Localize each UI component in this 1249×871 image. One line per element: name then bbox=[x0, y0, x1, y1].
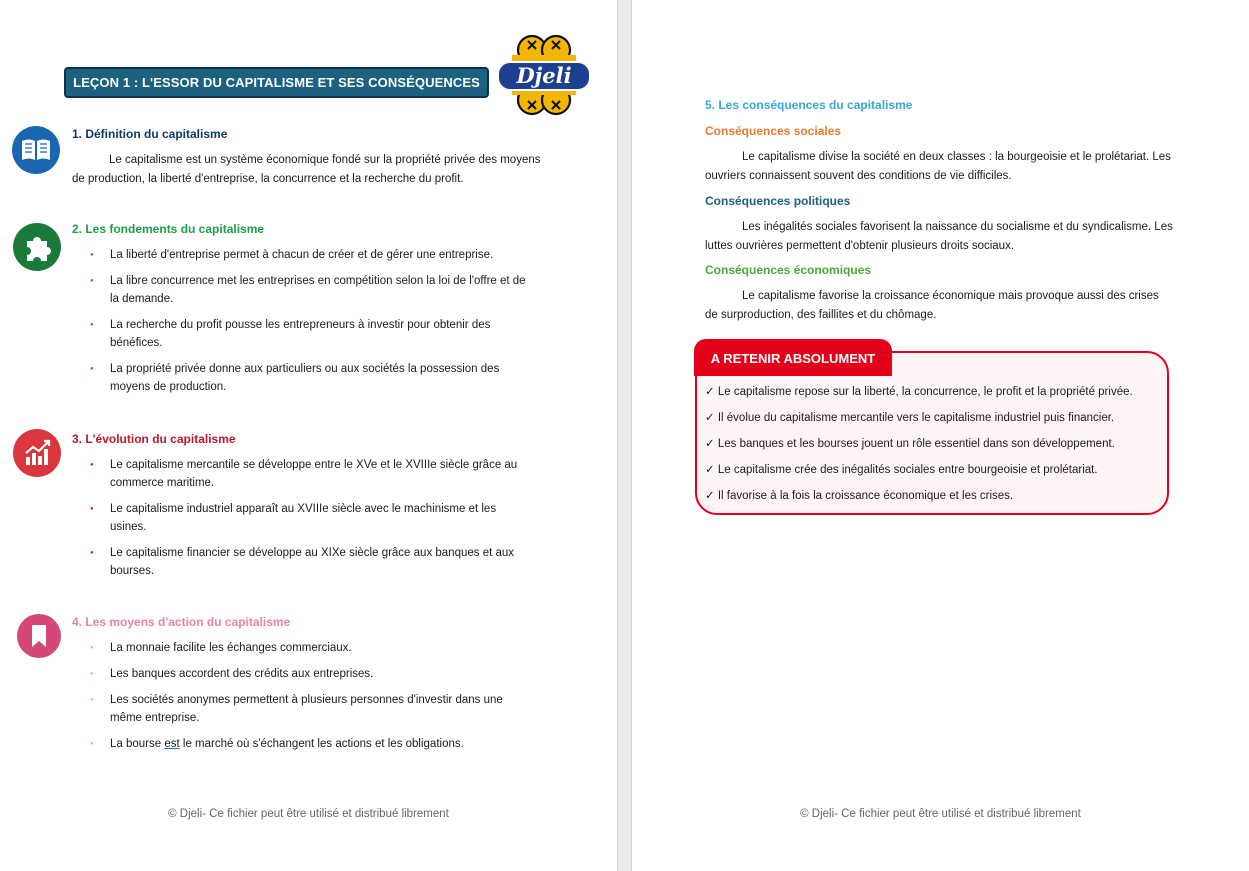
economic-consequences-text: Le capitalisme favorise la croissance économique mais provoque aussi des crises de surproduction, des faillites et du chômage. bbox=[705, 290, 1159, 321]
list-item: ● La bourse est le marché où s'échangent les actions et les obligations. bbox=[90, 735, 530, 753]
underlined-word: est bbox=[164, 738, 180, 750]
list-item: ● Le capitalisme mercantile se développe entre le XVe et le XVIIIe siècle grâce au commerce maritime. bbox=[90, 456, 530, 492]
djeli-logo bbox=[494, 33, 594, 119]
document-page-1 bbox=[0, 0, 617, 871]
page-gap-left-edge bbox=[617, 0, 618, 871]
list-item: ● La propriété privée donne aux particuliers ou aux sociétés la possession des moyens de production. bbox=[90, 360, 530, 396]
key-points-list bbox=[705, 383, 1133, 513]
section-4-heading: 4. Les moyens d'action du capitalisme bbox=[72, 615, 291, 629]
list-item: ● Les banques accordent des crédits aux entreprises. bbox=[90, 665, 530, 683]
section-1-heading: 1. Définition du capitalisme bbox=[72, 127, 228, 141]
document-page-2 bbox=[632, 0, 1249, 871]
list-item: ✓ Le capitalisme repose sur la liberté, la concurrence, le profit et la propriété privée. bbox=[705, 386, 1133, 398]
section-3-heading: 3. L'évolution du capitalisme bbox=[72, 432, 236, 446]
list-item: ● Le capitalisme industriel apparaît au XVIIIe siècle avec le machinisme et les usines. bbox=[90, 500, 530, 536]
puzzle-icon bbox=[13, 223, 61, 271]
section-2-list bbox=[90, 246, 530, 404]
social-consequences-text: Le capitalisme divise la société en deux classes : la bourgeoisie et le prolétariat. Les ouvriers connaissent souvent des conditions de vie difficiles. bbox=[705, 151, 1171, 182]
growth-chart-icon bbox=[13, 429, 61, 477]
list-item: ● Les sociétés anonymes permettent à plusieurs personnes d'investir dans une même entreprise. bbox=[90, 691, 530, 727]
list-item: ✓ Les banques et les bourses jouent un rôle essentiel dans son développement. bbox=[705, 438, 1115, 450]
political-consequences-heading: Conséquences politiques bbox=[705, 194, 851, 208]
economic-consequences-heading: Conséquences économiques bbox=[705, 263, 872, 277]
list-item: ● La recherche du profit pousse les entrepreneurs à investir pour obtenir des bénéfices. bbox=[90, 316, 530, 352]
political-consequences-text: Les inégalités sociales favorisent la naissance du socialisme et du syndicalisme. Les luttes ouvrières permettent d'obtenir plusieurs droits sociaux. bbox=[705, 221, 1173, 252]
bookmark-icon bbox=[17, 614, 61, 658]
page-footer: © Djeli- Ce fichier peut être utilisé et distribué librement bbox=[168, 808, 449, 820]
key-points-title: A RETENIR ABSOLUMENT bbox=[694, 339, 892, 376]
page-footer: © Djeli- Ce fichier peut être utilisé et distribué librement bbox=[800, 808, 1081, 820]
lesson-title: LEÇON 1 : L'ESSOR DU CAPITALISME ET SES CONSÉQUENCES bbox=[64, 67, 489, 98]
list-item: ● La libre concurrence met les entreprises en compétition selon la loi de l'offre et de la demande. bbox=[90, 272, 530, 308]
section-4-list bbox=[90, 639, 530, 761]
list-item: ● Le capitalisme financier se développe au XIXe siècle grâce aux banques et aux bourses. bbox=[90, 544, 530, 580]
list-item: ✓ Le capitalisme crée des inégalités sociales entre bourgeoisie et prolétariat. bbox=[705, 464, 1098, 476]
list-item: ✓ Il favorise à la fois la croissance économique et les crises. bbox=[705, 490, 1014, 502]
list-item: ● La monnaie facilite les échanges commerciaux. bbox=[90, 639, 530, 657]
section-1-text: Le capitalisme est un système économique fondé sur la propriété privée des moyens de production, la liberté d'entreprise, la concurrence et la recherche du profit. bbox=[72, 154, 541, 185]
list-item: ● La liberté d'entreprise permet à chacun de créer et de gérer une entreprise. bbox=[90, 246, 530, 264]
section-5-heading: 5. Les conséquences du capitalisme bbox=[705, 98, 913, 112]
social-consequences-heading: Conséquences sociales bbox=[705, 124, 842, 138]
section-3-list bbox=[90, 456, 530, 588]
list-item: ✓ Il évolue du capitalisme mercantile vers le capitalisme industriel puis financier. bbox=[705, 412, 1115, 424]
section-2-heading: 2. Les fondements du capitalisme bbox=[72, 222, 265, 236]
book-icon bbox=[12, 126, 60, 174]
svg-text:Djeli: Djeli bbox=[516, 63, 572, 88]
